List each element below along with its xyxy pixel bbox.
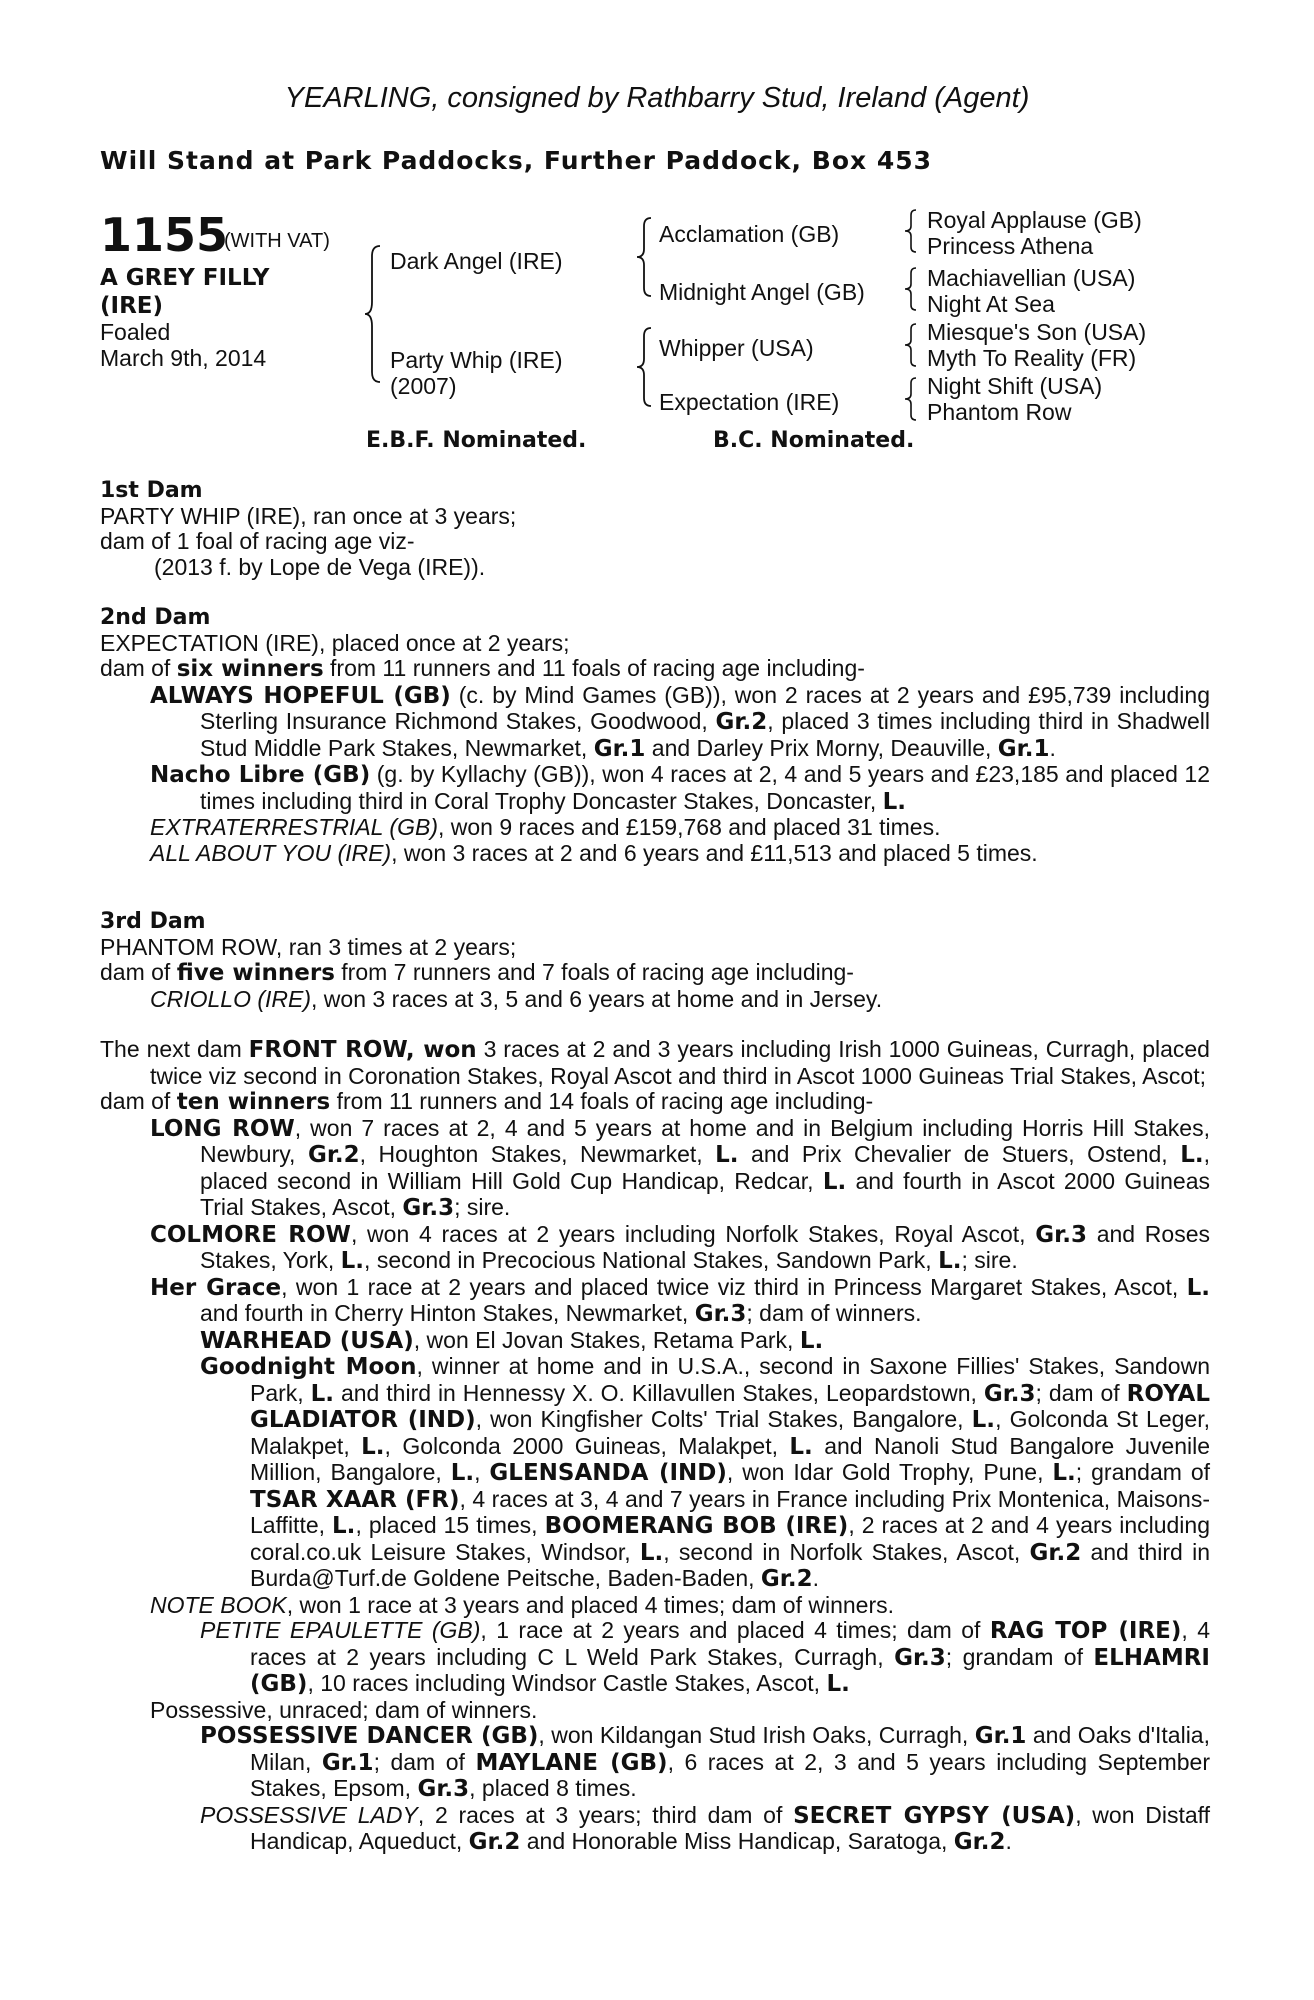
pedigree-dam <box>390 347 563 399</box>
pedigree-brace-g34 <box>902 266 918 312</box>
second-dam-section <box>100 605 1210 866</box>
first-dam-line: PARTY WHIP (IRE), ran once at 3 years; <box>100 502 517 529</box>
bc-nominated: B.C. Nominated. <box>713 428 915 453</box>
third-dam-winners: dam of five winners from 7 runners and 7 foals of racing age including- <box>100 959 854 986</box>
produce-nacho-libre: Nacho Libre (GB) (g. by Kyllachy (GB)), won 4 races at 2, 4 and 5 years and £23,185 and placed 12 times including third in Coral Trophy Doncaster Stakes, Doncaster, L. <box>150 761 1210 815</box>
pedigree-brace-g12 <box>902 208 918 254</box>
pedigree-sire-sire: Acclamation (GB) <box>659 221 840 247</box>
pedigree-g7: Night Shift (USA) <box>927 373 1103 399</box>
produce-possessive-lady: POSSESSIVE LADY, 2 races at 3 years; third dam of SECRET GYPSY (USA), won Distaff Handicap, Aqueduct, Gr.2 and Honorable Miss Handicap, Saratoga, Gr.2. <box>200 1801 1210 1855</box>
pedigree-g3: Machiavellian (USA) <box>927 265 1136 291</box>
first-dam-section <box>100 478 1210 580</box>
pedigree-brace-sire <box>633 216 653 298</box>
consignor-line: YEARLING, consigned by Rathbarry Stud, Ireland (Agent) <box>284 82 1030 114</box>
pedigree-g2: Princess Athena <box>927 233 1094 259</box>
produce-colmore-row: COLMORE ROW, won 4 races at 2 years including Norfolk Stakes, Royal Ascot, Gr.3 and Roses Stakes, York, L., second in Precocious National Stakes, Sandown Park, L.; sire. <box>150 1220 1210 1274</box>
next-dam-section <box>100 1037 1210 1856</box>
first-dam-foals: dam of 1 foal of racing age viz- <box>100 528 415 554</box>
first-dam-heading: 1st Dam <box>100 478 203 503</box>
produce-note-book: NOTE BOOK, won 1 race at 3 years and placed 4 times; dam of winners. <box>150 1591 895 1618</box>
produce-goodnight-moon: Goodnight Moon, winner at home and in U.S.A., second in Saxone Fillies' Stakes, Sandown Park, L. and third in Hennessy X. O. Killavullen Stakes, Leopardstown, Gr.3; dam of ROYAL GLADIATOR (IND), won Kingfisher Colts' Trial Stakes, Bangalore, L., Golconda St Leger, Malakpet, L., Golconda 2000 Guineas, Malakpet, L. and Nanoli Stud Bangalore Juvenile Million, Bangalore, L., GLENSANDA (IND), won Idar Gold Trophy, Pune, L.; grandam of TSAR XAAR (FR), 4 races at 3, 4 and 7 years in France including Prix Montenica, Maisons-Laffitte, L., placed 15 times, BOOMERANG BOB (IRE), 2 races at 2 and 4 years including coral.co.uk Leisure Stakes, Windsor, L., second in Norfolk Stakes, Ascot, Gr.2 and third in Burda@Turf.de Goldene Peitsche, Baden-Baden, Gr.2. <box>200 1353 1211 1592</box>
ebf-nominated: E.B.F. Nominated. <box>366 428 587 453</box>
produce-warhead: WARHEAD (USA), won El Jovan Stakes, Retama Park, L. <box>200 1326 824 1354</box>
produce-possessive-dancer: POSSESSIVE DANCER (GB), won Kildangan Stud Irish Oaks, Curragh, Gr.1 and Oaks d'Italia, Milan, Gr.1; dam of MAYLANE (GB), 6 races at 2, 3 and 5 years including September Stakes, Epsom, Gr.3, placed 8 times. <box>200 1722 1211 1802</box>
foaled-label: Foaled <box>100 319 171 345</box>
pedigree-g5: Miesque's Son (USA) <box>927 319 1147 345</box>
horse-name-line1: A GREY FILLY <box>100 265 270 291</box>
horse-name-line2: (IRE) <box>100 293 164 319</box>
pedigree-dam-dam: Expectation (IRE) <box>659 389 840 415</box>
pedigree-dam-year: (2007) <box>390 373 457 399</box>
horse-description <box>100 264 310 320</box>
second-dam-winners: dam of six winners from 11 runners and 11 foals of racing age including- <box>100 655 865 682</box>
third-dam-line: PHANTOM ROW, ran 3 times at 2 years; <box>100 933 517 960</box>
produce-always-hopeful: ALWAYS HOPEFUL (GB) (c. by Mind Games (GB)), won 2 races at 2 years and £95,739 including Sterling Insurance Richmond Stakes, Goodwood, Gr.2, placed 3 times including third in Shadwell Stud Middle Park Stakes, Newmarket, Gr.1 and Darley Prix Morny, Deauville, Gr.1. <box>150 681 1210 762</box>
pedigree-dam-name: Party Whip (IRE) <box>390 347 563 373</box>
produce-criollo: CRIOLLO (IRE), won 3 races at 3, 5 and 6 years at home and in Jersey. <box>150 985 883 1012</box>
produce-all-about-you: ALL ABOUT YOU (IRE), won 3 races at 2 and 6 years and £11,513 and placed 5 times. <box>150 839 1038 866</box>
next-dam-winners: dam of ten winners from 11 runners and 14 foals of racing age including- <box>100 1088 874 1115</box>
pedigree-brace-dam <box>633 326 653 408</box>
pedigree-g8: Phantom Row <box>927 399 1072 425</box>
lot-number: 1155 <box>100 208 229 262</box>
third-dam-section <box>100 909 1210 1012</box>
first-dam-produce: (2013 f. by Lope de Vega (IRE)). <box>154 553 486 580</box>
produce-petite-epaulette: PETITE EPAULETTE (GB), 1 race at 2 years and placed 4 times; dam of RAG TOP (IRE), 4 races at 2 years including C L Weld Park Stakes, Curragh, Gr.3; grandam of ELHAMRI (GB), 10 races including Windsor Castle Stakes, Ascot, L. <box>200 1617 1210 1697</box>
foaled-date: March 9th, 2014 <box>100 345 267 371</box>
pedigree-brace-g78 <box>902 376 918 422</box>
second-dam-heading: 2nd Dam <box>100 605 211 630</box>
pedigree-g6: Myth To Reality (FR) <box>927 345 1137 371</box>
produce-possessive: Possessive, unraced; dam of winners. <box>150 1696 538 1723</box>
next-dam-intro: The next dam FRONT ROW, won 3 races at 2 and 3 years including Irish 1000 Guineas, Curragh, placed twice viz second in Coronation Stakes, Royal Ascot and third in Ascot 1000 Guineas Trial Stakes, Ascot; <box>100 1036 1210 1089</box>
pedigree-dam-sire: Whipper (USA) <box>659 335 814 361</box>
third-dam-heading: 3rd Dam <box>100 909 206 934</box>
pedigree-g4: Night At Sea <box>927 291 1055 317</box>
foaled-info <box>100 319 266 371</box>
vat-note: (WITH VAT) <box>224 230 330 252</box>
second-dam-line: EXPECTATION (IRE), placed once at 2 years; <box>100 629 570 656</box>
produce-long-row: LONG ROW, won 7 races at 2, 4 and 5 years at home and in Belgium including Horris Hill Stakes, Newbury, Gr.2, Houghton Stakes, Newmarket, L. and Prix Chevalier de Stuers, Ostend, L., placed second in William Hill Gold Cup Handicap, Redcar, L. and fourth in Ascot 2000 Guineas Trial Stakes, Ascot, Gr.3; sire. <box>150 1114 1210 1221</box>
pedigree-sire: Dark Angel (IRE) <box>390 248 563 274</box>
pedigree-g1: Royal Applause (GB) <box>927 207 1142 233</box>
pedigree-brace-main <box>362 244 382 384</box>
stabling-line: Will Stand at Park Paddocks, Further Paddock, Box 453 <box>100 146 933 175</box>
produce-her-grace: Her Grace, won 1 race at 2 years and placed twice viz third in Princess Margaret Stakes, Ascot, L. and fourth in Cherry Hinton Stakes, Newmarket, Gr.3; dam of winners. <box>150 1273 1210 1327</box>
produce-extraterrestrial: EXTRATERRESTRIAL (GB), won 9 races and £159,768 and placed 31 times. <box>150 814 941 840</box>
pedigree-sire-dam: Midnight Angel (GB) <box>659 279 865 305</box>
pedigree-brace-g56 <box>902 322 918 368</box>
